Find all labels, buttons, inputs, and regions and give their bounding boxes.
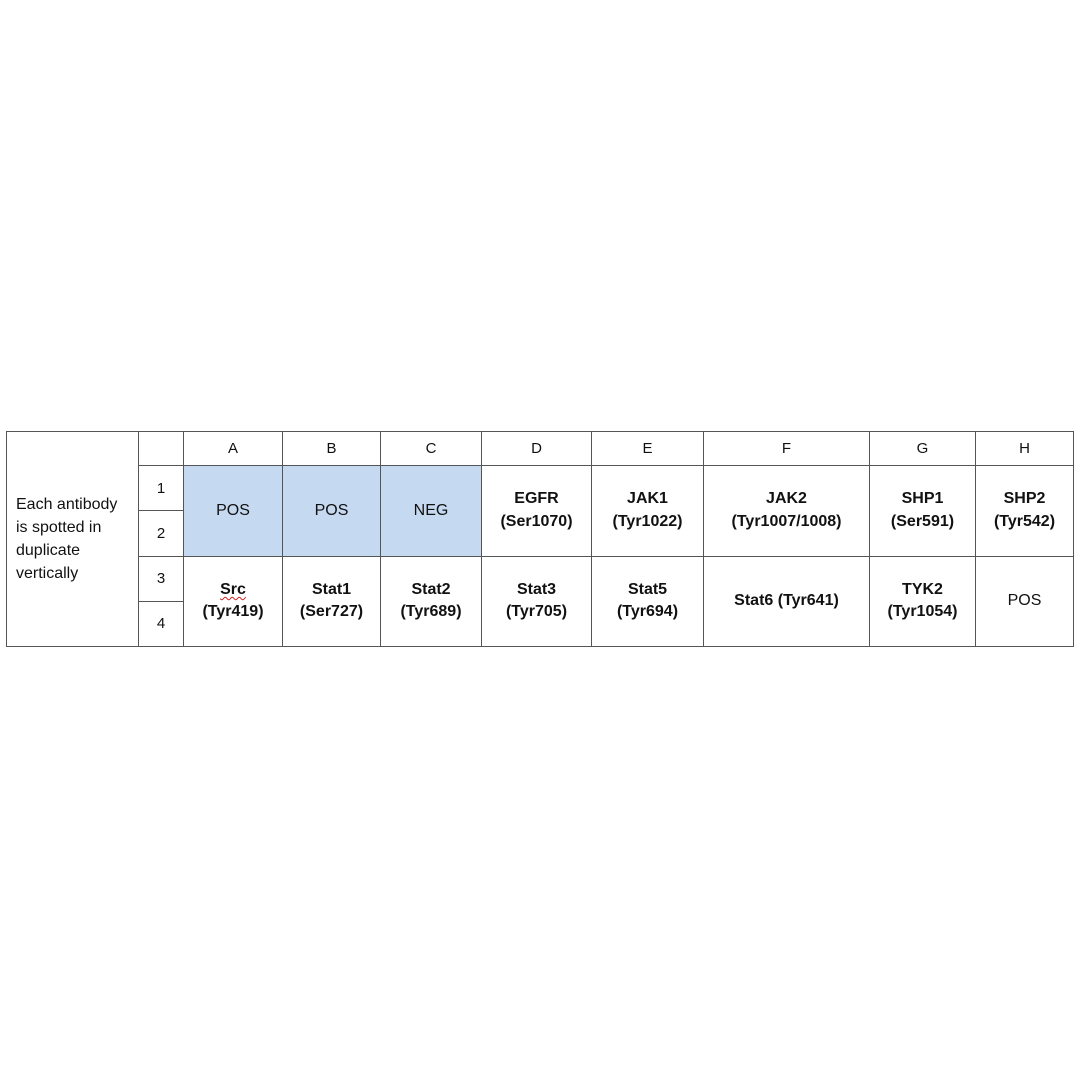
- cell-g-rows-1-2: [870, 466, 976, 556]
- antibody-site: (Tyr705): [505, 603, 568, 621]
- antibody-site: (Tyr1022): [612, 512, 683, 530]
- cell-h-rows-1-2: [976, 466, 1074, 556]
- antibody-site: (Ser727): [299, 603, 364, 621]
- cell-label: NEG: [413, 501, 449, 519]
- antibody-site: (Tyr419): [202, 603, 264, 621]
- cell-b-rows-1-2: [283, 466, 381, 556]
- antibody-name: Src: [220, 580, 246, 598]
- row-number-2: 2: [139, 511, 184, 556]
- antibody-site: (Tyr542): [993, 512, 1056, 530]
- cell-c-rows-1-2: [381, 466, 482, 556]
- column-header-e: E: [592, 432, 704, 466]
- cell-f-rows-3-4: [704, 556, 870, 646]
- antibody-name: Stat6 (Tyr641): [734, 592, 839, 610]
- antibody-site: (Tyr1007/1008): [731, 512, 842, 530]
- antibody-name: SHP2: [1003, 490, 1046, 508]
- antibody-name: SHP1: [901, 490, 944, 508]
- cell-a-rows-3-4: [184, 556, 283, 646]
- cell-d-rows-3-4: [482, 556, 592, 646]
- antibody-site: (Ser1070): [500, 512, 573, 530]
- cell-label: POS: [314, 501, 349, 519]
- antibody-site: (Tyr689): [400, 603, 462, 621]
- antibody-array-map: [6, 431, 1074, 647]
- antibody-site: (Tyr1054): [887, 603, 958, 621]
- column-header-g: G: [870, 432, 976, 466]
- antibody-name: Stat1: [311, 580, 352, 598]
- antibody-site: (Tyr694): [616, 603, 679, 621]
- cell-a-rows-1-2: [184, 466, 283, 556]
- cell-e-rows-3-4: [592, 556, 704, 646]
- column-header-c: C: [381, 432, 482, 466]
- row-number-4: 4: [139, 601, 184, 646]
- antibody-name: JAK1: [627, 490, 668, 508]
- corner-cell: [139, 432, 184, 466]
- column-header-a: A: [184, 432, 283, 466]
- column-header-h: H: [976, 432, 1074, 466]
- cell-f-rows-1-2: [704, 466, 870, 556]
- antibody-site: (Ser591): [890, 512, 955, 530]
- cell-d-rows-1-2: [482, 466, 592, 556]
- column-header-d: D: [482, 432, 592, 466]
- antibody-name: Stat2: [411, 580, 451, 598]
- cell-e-rows-1-2: [592, 466, 704, 556]
- antibody-name: EGFR: [514, 490, 559, 508]
- row-number-3: 3: [139, 556, 184, 601]
- cell-label: POS: [1007, 592, 1042, 610]
- cell-g-rows-3-4: [870, 556, 976, 646]
- description-note: Each antibody is spotted in duplicate vertically: [7, 432, 139, 647]
- cell-c-rows-3-4: [381, 556, 482, 646]
- row-number-1: 1: [139, 466, 184, 511]
- antibody-name: Stat3: [516, 580, 557, 598]
- cell-label: POS: [216, 501, 250, 519]
- antibody-name: JAK2: [766, 490, 807, 508]
- antibody-name: Stat5: [627, 580, 668, 598]
- cell-b-rows-3-4: [283, 556, 381, 646]
- column-header-f: F: [704, 432, 870, 466]
- column-header-b: B: [283, 432, 381, 466]
- antibody-name: TYK2: [902, 580, 943, 598]
- cell-h-rows-3-4: [976, 556, 1074, 646]
